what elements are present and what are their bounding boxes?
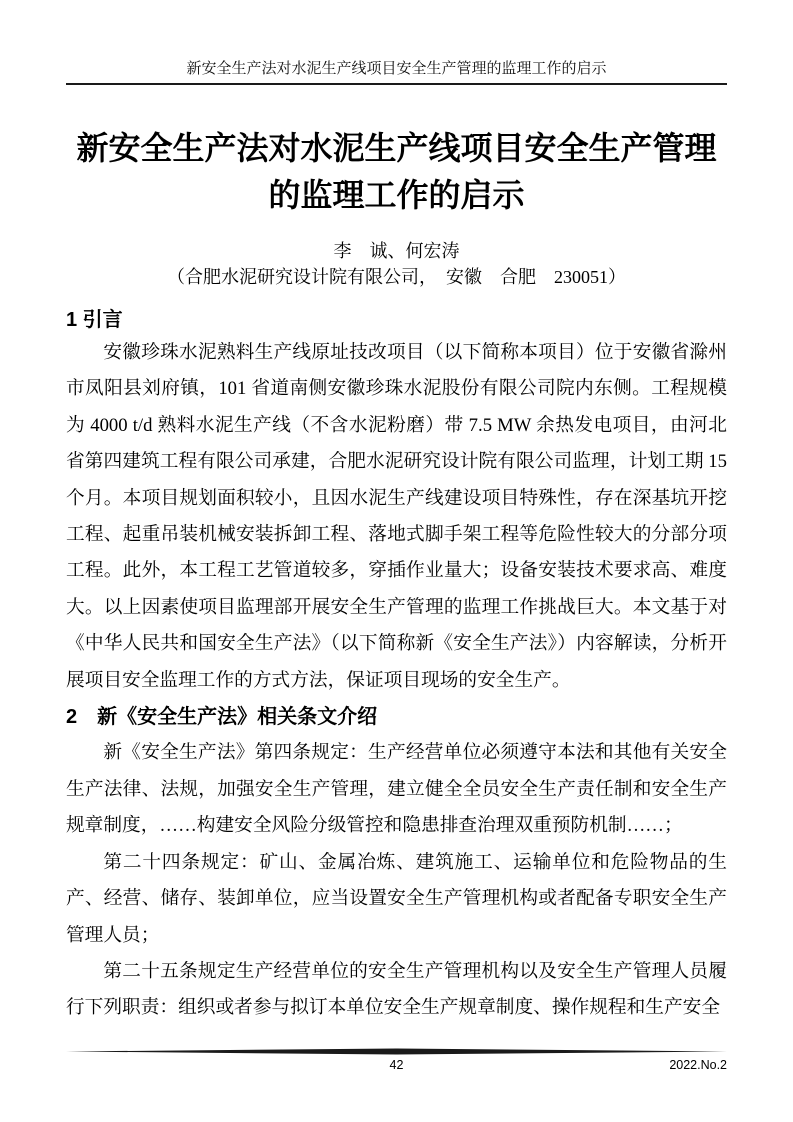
page-number: 42 (389, 1058, 404, 1072)
page-footer (66, 1048, 727, 1075)
section-2-heading: 2 新《安全生产法》相关条文介绍 (66, 706, 378, 729)
issue-number: 2022.No.2 (669, 1058, 727, 1072)
footer-tapered-rule (66, 1048, 727, 1055)
document-title: 新安全生产法对水泥生产线项目安全生产管理的监理工作的启示 (76, 130, 717, 213)
section-1-paragraph-1: 安徽珍珠水泥熟料生产线原址技改项目（以下简称本项目）位于安徽省滁州市凤阳县刘府镇，101 省道南侧安徽珍珠水泥股份有限公司院内东侧。工程规模为 4000 t/d 熟料水泥生产线（不含水泥粉磨）带 7.5 MW 余热发电项目，由河北省第四建筑工程有限公司承建，合肥水泥研究设计院有限公司监理，计划工期 15 个月。本项目规划面积较小，且因水泥生产线建设项目特殊性，存在深基坑开挖工程、起重吊装机械安装拆卸工程、落地式脚手架工程等危险性较大的分部分项工程。此外，本工程工艺管道较多，穿插作业量大；设备安装技术要求高、难度大。以上因素使项目监理部开展安全生产管理的监理工作挑战巨大。本文基于对《中华人民共和国安全生产法》（以下简称新《安全生产法》）内容解读，分析开展项目安全监理工作的方式方法，保证项目现场的安全生产。 (66, 342, 727, 691)
running-header-title: 新安全生产法对水泥生产线项目安全生产管理的监理工作的启示 (186, 61, 607, 77)
header-rule (66, 83, 727, 85)
section-2-paragraph-1: 新《安全生产法》第四条规定：生产经营单位必须遵守本法和其他有关安全生产法律、法规，加强安全生产管理，建立健全全员安全生产责任制和安全生产规章制度，……构建安全风险分级管控和隐患排查治理双重预防机制……； (66, 742, 727, 837)
running-header (66, 0, 727, 85)
authors-line: 李 诚、何宏涛 (333, 241, 460, 261)
footer-row (66, 1057, 727, 1075)
section-2-paragraph-2: 第二十四条规定：矿山、金属冶炼、建筑施工、运输单位和危险物品的生产、经营、储存、装卸单位，应当设置安全生产管理机构或者配备专职安全生产管理人员； (66, 851, 727, 946)
section-2-paragraph-3: 第二十五条规定生产经营单位的安全生产管理机构以及安全生产管理人员履行下列职责：组织或者参与拟订本单位安全生产规章制度、操作规程和生产安全 (66, 960, 727, 1019)
affiliation-line: （合肥水泥研究设计院有限公司， 安徽 合肥 230051） (167, 267, 626, 287)
page-content (66, 0, 727, 1027)
section-1-heading: 1 引言 (66, 309, 123, 331)
